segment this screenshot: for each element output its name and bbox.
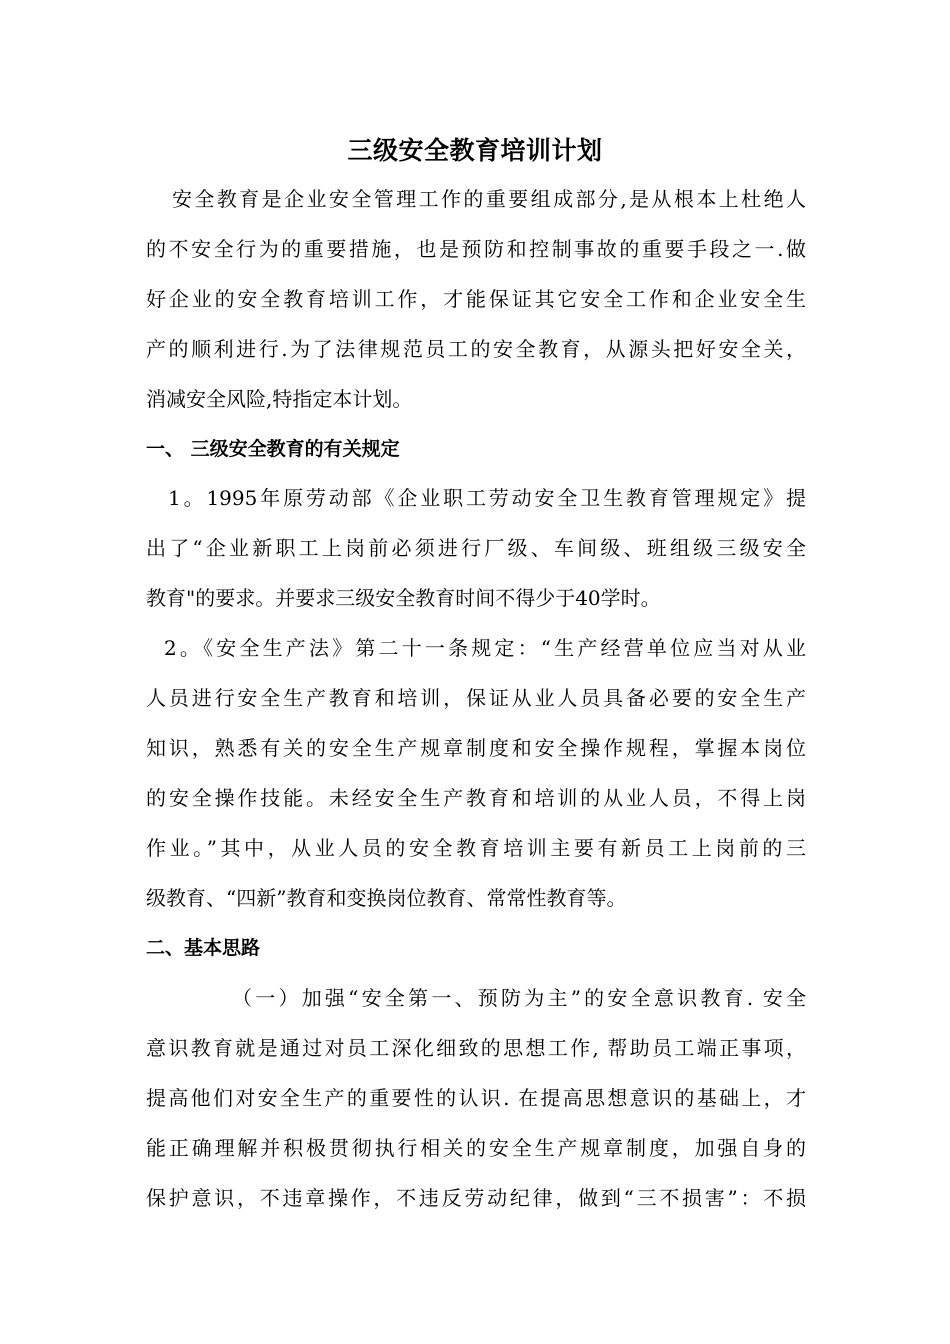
para3-line: （一）加强“安全第一、预防为主”的安全意识教育. 安全 [232,986,806,1010]
para3-line: 保护意识，不违章操作，不违反劳动纪律，做到“三不损害”：不损 [146,1186,806,1210]
item2-line: 作业。”其中，从业人员的安全教育培训主要有新员工上岗前的三 [146,836,806,860]
section-heading-1: 一、 三级安全教育的有关规定 [146,438,400,460]
intro-line: 安全教育是企业安全管理工作的重要组成部分,是从根本上杜绝人 [172,187,806,211]
para3-line: 提高他们对安全生产的重要性的认识. 在提高思想意识的基础上，才 [146,1086,806,1110]
intro-line: 产的顺利进行.为了法律规范员工的安全教育，从源头把好安全关， [146,337,806,361]
intro-line: 好企业的安全教育培训工作，才能保证其它安全工作和企业安全生 [146,287,806,311]
item2-line: 级教育、“四新”教育和变换岗位教育、常常性教育等。 [146,886,627,910]
item2-line: 人员进行安全生产教育和培训，保证从业人员具备必要的安全生产 [146,686,806,710]
intro-line: 消减安全风险,特指定本计划。 [146,387,413,411]
section-heading-2: 二、基本思路 [146,937,261,959]
item2-line: 知识，熟悉有关的安全生产规章制度和安全操作规程，掌握本岗位 [146,736,806,760]
item2-line: 2。《安全生产法》第二十一条规定：“生产经营单位应当对从业 [164,636,806,660]
intro-line: 的不安全行为的重要措施，也是预防和控制事故的重要手段之一.做 [146,237,806,261]
item2-line: 的安全操作技能。未经安全生产教育和培训的从业人员，不得上岗 [146,786,806,810]
item1-line: 1。1995年原劳动部《企业职工劳动安全卫生教育管理规定》提 [168,486,806,510]
para3-line: 能正确理解并积极贯彻执行相关的安全生产规章制度，加强自身的 [146,1136,806,1160]
document-title: 三级安全教育培训计划 [347,136,603,165]
para3-line: 意识教育就是通过对员工深化细致的思想工作, 帮助员工端正事项， [146,1036,806,1060]
item1-line: 教育"的要求。并要求三级安全教育时间不得少于40学时。 [146,586,661,610]
item1-line: 出了“企业新职工上岗前必须进行厂级、车间级、班组级三级安全 [146,536,806,560]
